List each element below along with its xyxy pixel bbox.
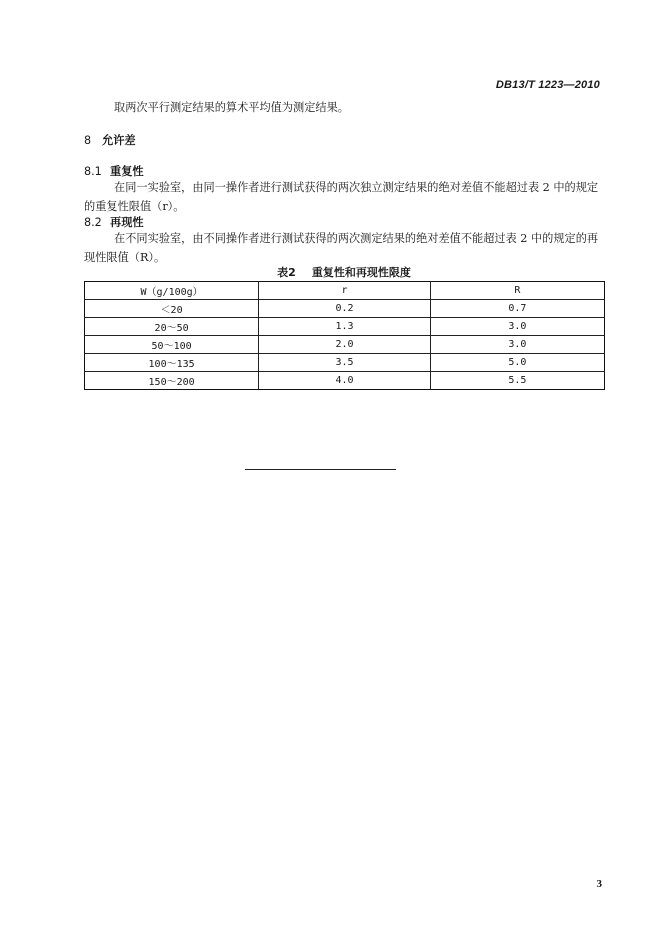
table-header-row [85, 282, 605, 300]
table-cell: 0.2 [259, 300, 431, 318]
section-8-1-text: 在同一实验室，由同一操作者进行测试获得的两次独立测定结果的绝对差值不能超过表 2 中的规定的重复性限值（r）。 [84, 181, 599, 213]
table-cell: ＜20 [85, 300, 259, 318]
table-cell: 3.5 [259, 354, 431, 372]
table-cell: 0.7 [430, 300, 604, 318]
table-cell: 3.0 [430, 318, 604, 336]
section-8-1-heading [84, 163, 144, 179]
end-of-text-rule [245, 469, 396, 470]
intro-paragraph: 取两次平行测定结果的算术平均值为测定结果。 [114, 101, 349, 114]
limits-table [84, 281, 605, 390]
header-cell-R: R [430, 282, 604, 300]
section-8-2-heading [84, 214, 144, 230]
table-row [85, 372, 605, 390]
table-row [85, 318, 605, 336]
section-title: 允许差 [102, 134, 136, 147]
section-number: 8 [84, 134, 92, 147]
table-cell: 150～200 [85, 372, 259, 390]
page-number: 3 [596, 878, 602, 890]
table-number: 表2 [277, 266, 296, 279]
section-number: 8.2 [84, 216, 102, 229]
header-cell-r: r [259, 282, 431, 300]
table-row [85, 354, 605, 372]
section-title: 再现性 [110, 216, 144, 229]
table-cell: 3.0 [430, 336, 604, 354]
section-number: 8.1 [84, 165, 102, 178]
header-cell-w: W（g/100g） [85, 282, 259, 300]
table-caption [84, 264, 604, 280]
section-title: 重复性 [110, 165, 144, 178]
table-title: 重复性和再现性限度 [311, 266, 411, 279]
table-cell: 20～50 [85, 318, 259, 336]
table-row [85, 336, 605, 354]
standard-code: DB13/T 1223—2010 [495, 79, 600, 91]
table-cell: 100～135 [85, 354, 259, 372]
table-cell: 5.5 [430, 372, 604, 390]
table-row [85, 300, 605, 318]
table-cell: 50～100 [85, 336, 259, 354]
section-8-heading [84, 132, 136, 148]
table-cell: 5.0 [430, 354, 604, 372]
table-cell: 1.3 [259, 318, 431, 336]
section-8-2-text: 在不同实验室，由不同操作者进行测试获得的两次测定结果的绝对差值不能超过表 2 中的规定的再现性限值（R）。 [84, 232, 599, 264]
table-cell: 2.0 [259, 336, 431, 354]
table-cell: 4.0 [259, 372, 431, 390]
